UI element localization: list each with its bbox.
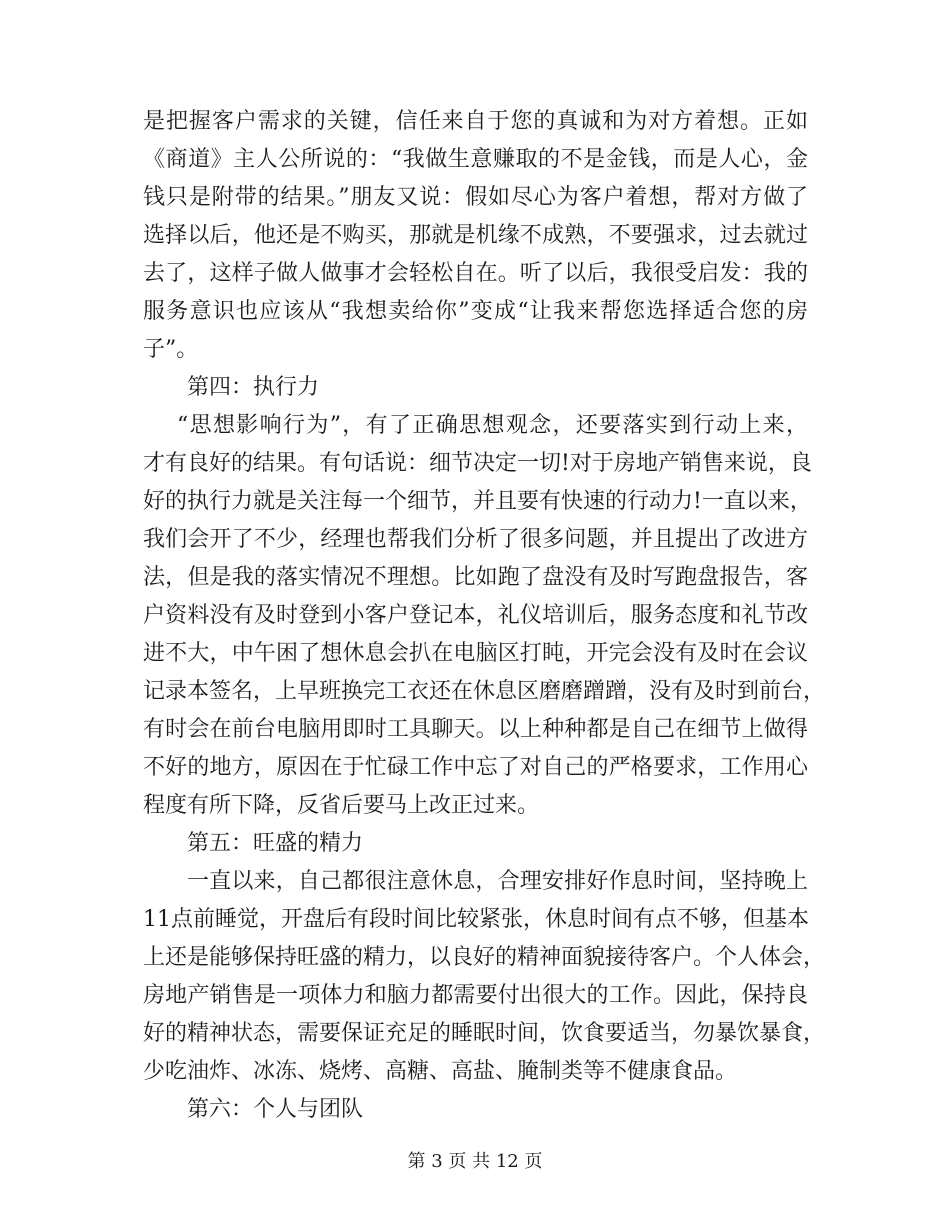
body-line: 进不大，中午困了想休息会扒在电脑区打盹，开完会没有及时在会议 xyxy=(143,641,808,666)
body-line: 少吃油炸、冰冻、烧烤、高糖、高盐、腌制类等不健康食品。 xyxy=(143,1059,738,1084)
body-line: 11点前睡觉，开盘后有段时间比较紧张，休息时间有点不够，但基本 xyxy=(143,907,809,932)
body-line: 一直以来，自己都很注意休息，合理安排好作息时间，坚持晚上 xyxy=(187,869,808,894)
document-body xyxy=(143,103,826,1129)
body-line: 我们会开了不少，经理也帮我们分析了很多问题，并且提出了改进方 xyxy=(143,527,808,552)
body-line: 服务意识也应该从“我想卖给你”变成“让我来帮您选择适合您的房 xyxy=(143,299,808,324)
body-line: 才有良好的结果。有句话说：细节决定一切!对于房地产销售来说，良 xyxy=(143,451,812,476)
body-line: 好的执行力就是关注每一个细节，并且要有快速的行动力!一直以来， xyxy=(143,489,812,514)
body-line: 程度有所下降，反省后要马上改正过来。 xyxy=(143,793,540,818)
body-line: 记录本签名，上早班换完工衣还在休息区磨磨蹭蹭，没有及时到前台， xyxy=(143,679,826,704)
section-heading: 第五：旺盛的精力 xyxy=(187,831,364,856)
body-line: 上还是能够保持旺盛的精力，以良好的精神面貌接待客户。个人体会， xyxy=(143,945,826,970)
body-line: 《商道》主人公所说的：“我做生意赚取的不是金钱，而是人心，金 xyxy=(143,147,808,172)
body-line: 子”。 xyxy=(143,337,199,362)
section-heading: 第六：个人与团队 xyxy=(187,1097,364,1122)
body-line: “思想影响行为”，有了正确思想观念，还要落实到行动上来， xyxy=(177,413,808,438)
page-number-footer: 第 3 页 共 12 页 xyxy=(407,1151,543,1172)
body-line: 钱只是附带的结果。”朋友又说：假如尽心为客户着想，帮对方做了 xyxy=(143,185,808,210)
section-heading: 第四：执行力 xyxy=(187,375,320,400)
body-line: 法，但是我的落实情况不理想。比如跑了盘没有及时写跑盘报告，客 xyxy=(143,565,808,590)
body-line: 是把握客户需求的关键，信任来自于您的真诚和为对方着想。正如 xyxy=(143,109,808,134)
body-line: 有时会在前台电脑用即时工具聊天。以上种种都是自己在细节上做得 xyxy=(143,717,808,742)
body-line: 好的精神状态，需要保证充足的睡眠时间，饮食要适当，勿暴饮暴食， xyxy=(143,1021,826,1046)
body-line: 去了，这样子做人做事才会轻松自在。听了以后，我很受启发：我的 xyxy=(143,261,808,286)
body-line: 房地产销售是一项体力和脑力都需要付出很大的工作。因此，保持良 xyxy=(143,983,808,1008)
body-line: 选择以后，他还是不购买，那就是机缘不成熟，不要强求，过去就过 xyxy=(143,223,808,248)
body-line: 户资料没有及时登到小客户登记本，礼仪培训后，服务态度和礼节改 xyxy=(143,603,808,628)
body-line: 不好的地方，原因在于忙碌工作中忘了对自己的严格要求，工作用心 xyxy=(143,755,808,780)
